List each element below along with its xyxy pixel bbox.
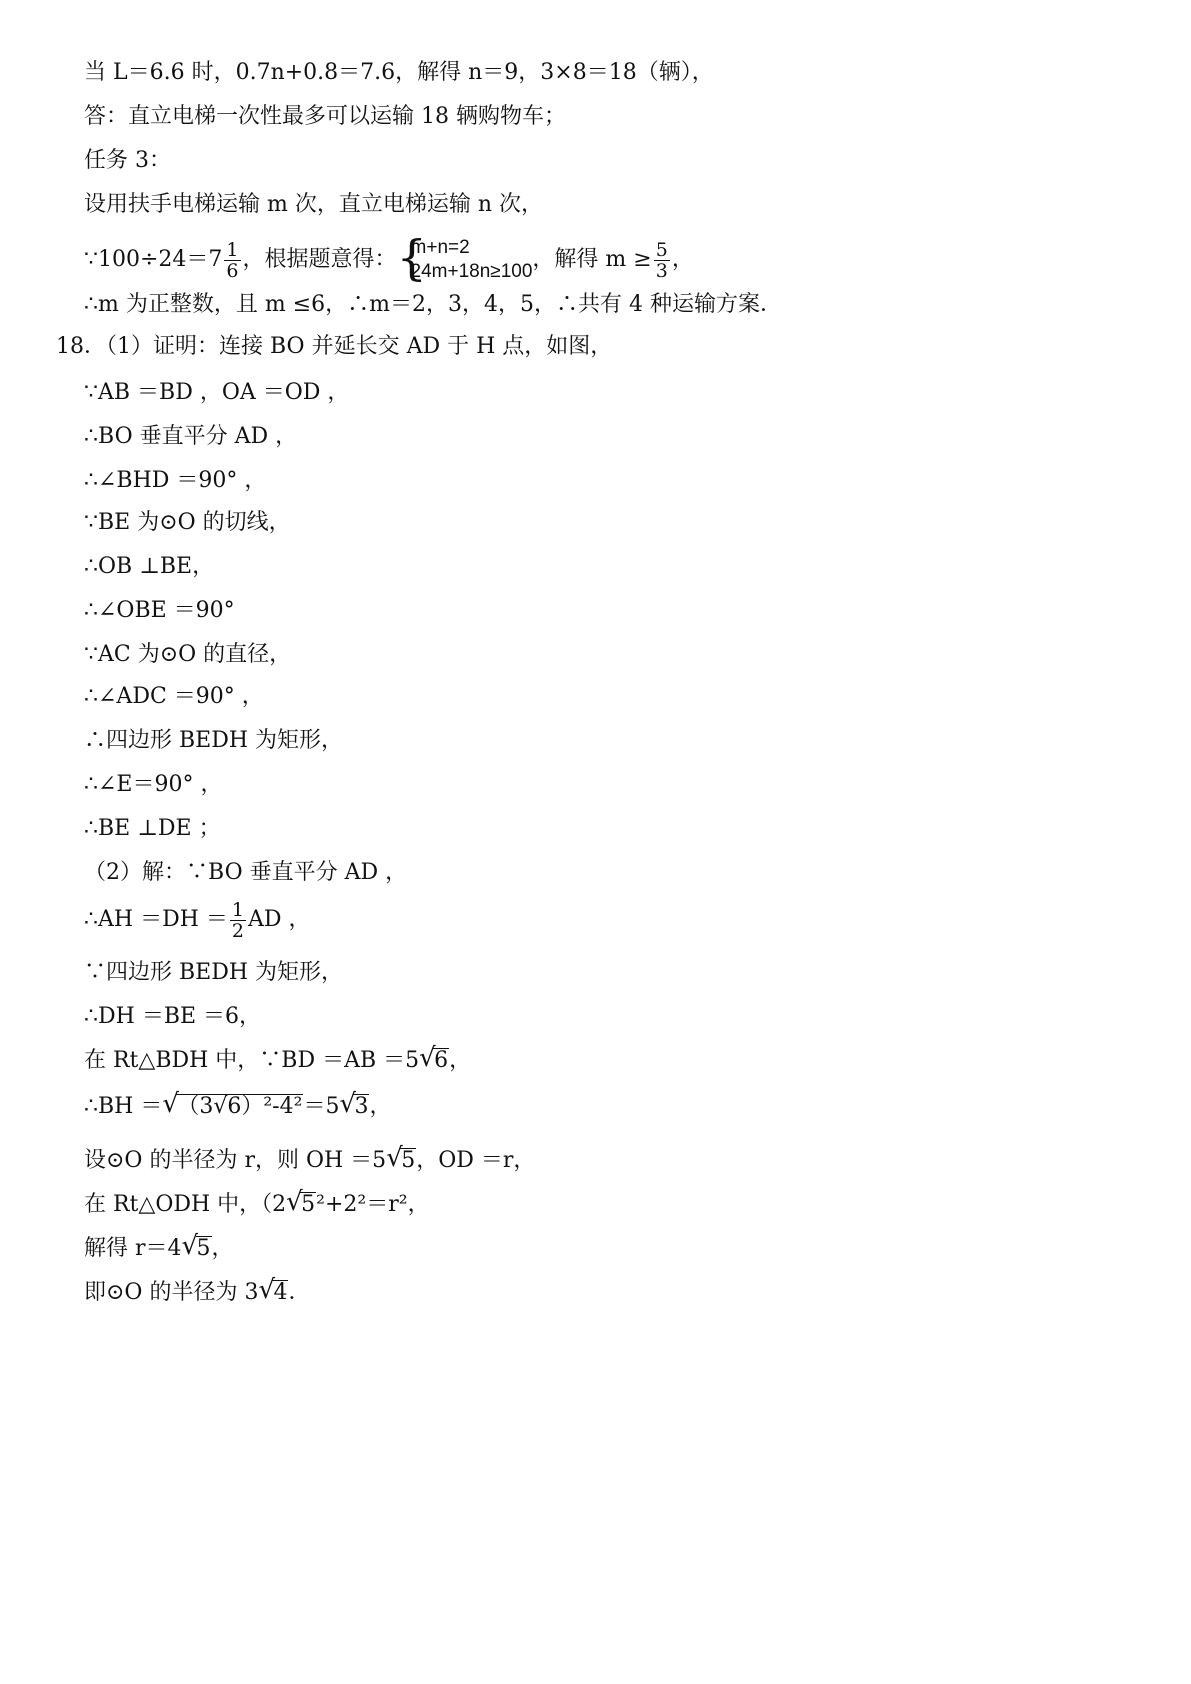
proof-line-11 [84, 814, 221, 844]
fraction-one-sixth [224, 240, 240, 281]
numerator: 5 [655, 238, 668, 261]
text: ，OD ＝r， [416, 1148, 536, 1173]
part2-line-ah [84, 898, 311, 942]
proof-line-6 [84, 596, 235, 626]
text: （2）解：∵BO 垂直平分 AD ， [84, 860, 408, 885]
system-row-1: m+n=2 [410, 237, 470, 258]
proof-line-3 [84, 466, 266, 496]
text: 18．（1）证明：连接 BO 并延长交 AD 于 H 点，如图， [56, 334, 613, 359]
radical-sign: √ [286, 1187, 303, 1217]
sqrt-3 [339, 1089, 369, 1122]
part2-line-solve [84, 1231, 234, 1264]
text: 即⊙O 的半径为 3 [84, 1280, 259, 1305]
proof-line-4 [84, 508, 291, 538]
denominator: 3 [655, 259, 668, 282]
sqrt-6 [419, 1043, 449, 1076]
text: ∵AB ＝BD ，OA ＝OD ， [84, 380, 350, 405]
proof-line-5 [84, 552, 214, 582]
proof-line-9 [84, 726, 343, 756]
text: 解得 r＝4 [84, 1236, 182, 1261]
task2-answer-line [84, 102, 566, 132]
text: 在 Rt△ODH 中，（2 [84, 1192, 287, 1217]
text: ， [369, 1094, 392, 1119]
proof-line-7 [84, 640, 291, 670]
text: ． [288, 1280, 311, 1305]
radicand: 5 [301, 1192, 316, 1217]
text: ∴∠OBE ＝90° [84, 598, 235, 623]
q18-heading [56, 332, 612, 362]
text: ∴∠ADC ＝90° ， [84, 684, 264, 709]
equation-system [396, 230, 533, 286]
text: ∴DH ＝BE ＝6， [84, 1004, 262, 1029]
text: ∴m 为正整数，且 m ≤6，∴m＝2，3，4，5，∴共有 4 种运输方案． [84, 292, 782, 317]
radicand: 5 [401, 1148, 416, 1173]
part2-line-rect [84, 958, 343, 988]
sqrt-5 [386, 1143, 416, 1176]
proof-line-8 [84, 682, 264, 712]
text: ∴BO 垂直平分 AD ， [84, 424, 298, 449]
radicand: 5 [196, 1236, 211, 1261]
radicand: 4 [273, 1280, 288, 1305]
text: ， [449, 1048, 472, 1073]
text: ∴BE ⊥DE ； [84, 816, 221, 841]
text: ∵四边形 BEDH 为矩形， [84, 960, 344, 985]
task2-calc-line [84, 58, 714, 88]
task3-conclusion-line [84, 290, 782, 320]
task3-heading [84, 146, 171, 176]
denominator: 6 [226, 259, 239, 282]
text: ²+2²＝r²， [316, 1192, 430, 1217]
radical-sign: √ [181, 1231, 199, 1261]
text: 设用扶手电梯运输 m 次，直立电梯运输 n 次， [84, 192, 544, 217]
part2-line-dh [84, 1002, 261, 1032]
text: ∴BH ＝ [84, 1094, 163, 1119]
text: 答：直立电梯一次性最多可以运输 18 辆购物车； [84, 104, 566, 129]
text: ∵AC 为⊙O 的直径， [84, 642, 292, 667]
radical-sign: √ [339, 1089, 357, 1119]
part2-line-bd [84, 1043, 472, 1076]
fraction-five-thirds [654, 240, 670, 281]
radical-sign: √ [258, 1275, 276, 1305]
denominator: 2 [231, 919, 244, 942]
radicand: 6 [434, 1048, 449, 1073]
sqrt-5 [181, 1231, 212, 1264]
text: ∴OB ⊥BE， [84, 554, 215, 579]
left-brace: { [396, 230, 428, 286]
fraction-one-half [230, 900, 246, 941]
part2-line-radius [84, 1143, 536, 1176]
part2-heading [84, 858, 407, 888]
text: ，根据题意得： [242, 247, 397, 272]
text: ，解得 m ≥ [532, 247, 652, 272]
task3-inequality-line [84, 230, 694, 286]
radical-sign: √ [386, 1143, 403, 1173]
text: 当 L＝6.6 时，0.7n+0.8＝7.6，解得 n＝9，3×8＝18（辆）， [84, 60, 714, 85]
radicand: （3√6）²-4² [177, 1094, 303, 1119]
sqrt-4 [258, 1275, 288, 1308]
text: ∴AH ＝DH ＝ [84, 907, 228, 932]
proof-line-1 [84, 378, 349, 408]
text: ∵100÷24＝7 [84, 247, 223, 272]
text: 任务 3： [84, 148, 171, 173]
text: 设⊙O 的半径为 r，则 OH ＝5 [84, 1148, 387, 1173]
radical-sign: √ [419, 1043, 436, 1073]
task3-setup-line [84, 190, 543, 220]
text: ∴∠BHD ＝90° ， [84, 468, 267, 493]
text: ， [211, 1236, 234, 1261]
text: ∵BE 为⊙O 的切线， [84, 510, 291, 535]
text: ＝5 [303, 1094, 340, 1119]
text: 在 Rt△BDH 中，∵BD ＝AB ＝5 [84, 1048, 420, 1073]
part2-line-bh [84, 1089, 392, 1122]
sqrt-expression [162, 1089, 303, 1122]
text: AD ， [247, 907, 311, 932]
part2-line-odh [84, 1187, 430, 1220]
radicand: 3 [354, 1094, 369, 1119]
text: ∴四边形 BEDH 为矩形， [84, 728, 344, 753]
text: ∴∠E＝90° ， [84, 772, 223, 797]
text: ， [671, 247, 694, 272]
sqrt-5 [286, 1187, 316, 1220]
part2-line-answer [84, 1275, 311, 1308]
numerator: 1 [226, 238, 239, 261]
proof-line-10 [84, 770, 222, 800]
system-row-2: 24m+18n≥100 [410, 261, 533, 282]
proof-line-2 [84, 422, 297, 452]
radical-sign: √ [162, 1089, 179, 1119]
numerator: 1 [231, 898, 244, 921]
